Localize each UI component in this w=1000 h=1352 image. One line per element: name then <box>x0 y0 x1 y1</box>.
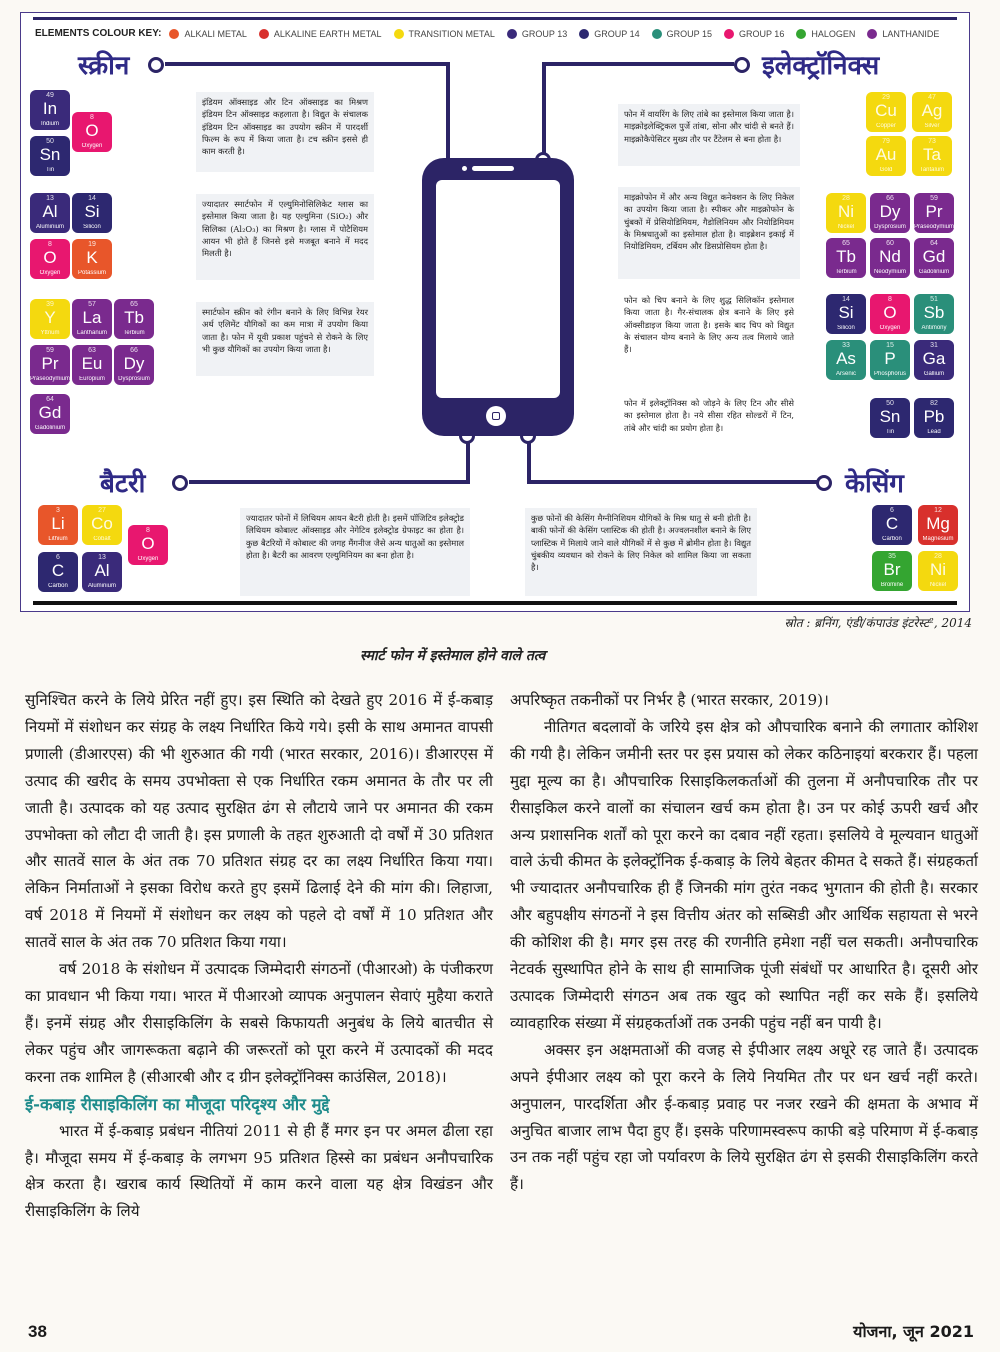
element-name: Lanthanum <box>76 330 108 336</box>
element-name: Terbium <box>835 269 857 275</box>
element-symbol: P <box>884 349 896 368</box>
element-name: Copper <box>876 123 896 129</box>
element-tile-c <box>38 552 78 592</box>
colour-key-label: HALOGEN <box>811 28 856 39</box>
element-symbol: O <box>43 248 57 267</box>
element-symbol: Nd <box>879 247 901 266</box>
colour-key-label: GROUP 16 <box>738 28 785 39</box>
element-tile-gd <box>30 394 70 434</box>
phone-camera-icon <box>462 166 467 171</box>
element-tile-ni <box>918 551 958 591</box>
element-tile-al <box>82 552 122 592</box>
element-symbol: Li <box>51 514 65 533</box>
element-tile-pr <box>30 345 70 385</box>
element-name: Aluminium <box>87 583 116 589</box>
element-tile-gd <box>914 238 954 278</box>
atomic-number: 47 <box>928 94 936 101</box>
element-name: Oxygen <box>81 143 103 149</box>
colour-dot-icon <box>394 29 404 39</box>
element-name: Oxygen <box>137 556 159 562</box>
element-tile-br <box>872 551 912 591</box>
atomic-number: 64 <box>930 240 938 247</box>
element-symbol: Co <box>91 514 113 533</box>
element-tile-eu <box>72 345 112 385</box>
element-symbol: Pb <box>923 407 945 426</box>
battery-text: ज्यादातर फोनों में लिथियम आयन बैटरी होती है। इसमें पॉजिटिव इलेक्ट्रोड लिथियम कोबाल्ट ऑक्साइड और नेगेटिव इलेक्ट्रोड ग्रेफाइट का होता है। कुछ बैटरियों में कोबाल्ट की जगह मैंगनीज जैसे अन्य धातुओं का इस्तेमाल होता है। बैटरी का आवरण एल्युमिनियम का बना होता है। <box>240 508 470 596</box>
colour-key-label: TRANSITION METAL <box>408 28 495 39</box>
atomic-number: 73 <box>928 138 936 145</box>
colour-dot-icon <box>724 29 734 39</box>
element-symbol: Gd <box>922 247 946 266</box>
element-name: Silver <box>924 123 940 129</box>
element-tile-cu <box>866 92 906 132</box>
element-symbol: Pr <box>925 202 943 221</box>
element-name: Gallium <box>923 371 945 377</box>
page-number: 38 <box>28 1322 47 1341</box>
element-symbol: Ni <box>929 560 947 579</box>
element-name: Lithium <box>48 536 68 542</box>
section-heading: ई-कबाड़ रीसाइकिलिंग का मौजूदा परिदृश्य और मुद्दे <box>25 1094 330 1114</box>
element-name: Tantalum <box>919 167 945 173</box>
element-tile-tb <box>114 299 154 339</box>
element-symbol: Dy <box>123 354 145 373</box>
element-symbol: K <box>86 248 98 267</box>
element-symbol: Sn <box>39 145 61 164</box>
element-name: Aluminium <box>35 224 64 230</box>
element-symbol: O <box>883 303 897 322</box>
paragraph: सुनिश्चित करने के लिये प्रेरित नहीं हुए। इस स्थिति को देखते हुए 2016 में ई-कबाड़ नियमों में संशोधन कर संग्रह के लक्ष्य निर्धारित किये गये। इसी के साथ अमानत वापसी प्रणाली (डीआरएस) की भी शुरुआत की गयी (भारत सरकार, 2016)। डीआरएस में उत्पाद की खरीद के समय उपभोक्ता से एक निर्धारित रकम अमानत के तौर पर ली जाती है। उत्पादक को यह उत्पाद सुरक्षित ढंग से लौटाये जाने पर अमानत की रकम उपभोक्ता को लौटा दी जाती है। इस प्रणाली के तहत शुरुआती दो वर्षों में 30 प्रतिशत और सातवें साल के अंत तक 70 प्रतिशत संग्रह दर का लक्ष्य निर्धारित किया गया। लेकिन निर्माताओं ने इसका विरोध करते हुए इसमें ढिलाई देने की मांग की। लिहाजा, वर्ष 2018 में नियमों में संशोधन कर लक्ष्य को पहले दो वर्षों में 10 प्रतिशत और सातवें साल के अंत तक 70 प्रतिशत किया गया। <box>25 691 493 952</box>
colour-key-item <box>796 29 855 39</box>
element-tile-as <box>826 340 866 380</box>
atomic-number: 65 <box>842 240 850 247</box>
atomic-number: 66 <box>886 195 894 202</box>
atomic-number: 59 <box>930 195 938 202</box>
element-tile-sn <box>30 136 70 176</box>
element-name: Praseodymium <box>30 376 70 382</box>
phone-screen <box>436 180 560 398</box>
element-tile-k <box>72 239 112 279</box>
element-name: Antimony <box>921 325 947 331</box>
element-symbol: Eu <box>81 354 103 373</box>
element-name: Praseodymium <box>914 224 954 230</box>
phone-speaker-icon <box>472 166 514 171</box>
element-symbol: O <box>141 534 155 553</box>
colour-dot-icon <box>259 29 269 39</box>
element-name: Dysprosium <box>874 224 906 230</box>
colour-key-item <box>579 29 639 39</box>
atomic-number: 15 <box>886 342 894 349</box>
top-rule <box>33 17 957 20</box>
colour-key-label: GROUP 14 <box>594 28 640 39</box>
phone-home-button-icon <box>486 406 506 426</box>
element-name: Dysprosium <box>118 376 150 382</box>
colour-dot-icon <box>796 29 806 39</box>
element-symbol: Sn <box>879 407 901 426</box>
element-name: Tin <box>45 167 55 173</box>
element-tile-ta <box>912 136 952 176</box>
element-tile-o <box>30 239 70 279</box>
atomic-number: 60 <box>886 240 894 247</box>
element-tile-ga <box>914 340 954 380</box>
element-name: Yttrium <box>40 330 60 336</box>
screen-text-2: ज्यादातर स्मार्टफोन में एल्युमिनोसिलिकेट ग्लास का इस्तेमाल किया जाता है। यह एल्युमिना (SiO₂) और सिलिका (Al₂O₃) का मिश्रण है। ग्लास में पोटैशियम आयन भी होते हैं जिनसे इसे मजबूत बनाने में मदद मिलती है। <box>196 194 374 280</box>
element-tile-o <box>870 294 910 334</box>
element-name: Gadolinium <box>34 425 66 431</box>
electronics-text-1: फोन में वायरिंग के लिए तांबे का इस्तेमाल किया जाता है। माइक्रोइलेक्ट्रिकल पुर्जे तांबा, सोना और चांदी से बनते हैं। माइक्रोकैपेसिटर मुख्य तौर पर टैंटेलम से बना होता है। <box>618 104 800 166</box>
element-symbol: Sb <box>923 303 945 322</box>
element-symbol: Ni <box>837 202 855 221</box>
element-symbol: Au <box>875 145 897 164</box>
atomic-number: 50 <box>886 400 894 407</box>
atomic-number: 28 <box>934 553 942 560</box>
element-name: Terbium <box>123 330 145 336</box>
atomic-number: 3 <box>56 507 60 514</box>
element-tile-al <box>30 193 70 233</box>
element-tile-ag <box>912 92 952 132</box>
element-symbol: Pr <box>41 354 59 373</box>
atomic-number: 14 <box>88 195 96 202</box>
colour-key-item <box>507 29 567 39</box>
element-symbol: C <box>51 561 65 580</box>
atomic-number: 50 <box>46 138 54 145</box>
element-tile-pr <box>914 193 954 233</box>
section-title-electronics: इलेक्ट्रॉनिक्स <box>762 51 880 81</box>
publication-info: योजना, जून 2021 <box>853 1322 974 1341</box>
atomic-number: 19 <box>88 241 96 248</box>
colour-dot-icon <box>169 29 179 39</box>
element-symbol: Al <box>94 561 110 580</box>
element-symbol: Cu <box>875 101 897 120</box>
paragraph: अपरिष्कृत तकनीकों पर निर्भर है (भारत सरकार, 2019)। <box>510 691 829 709</box>
element-name: Oxygen <box>879 325 901 331</box>
electronics-text-4: फोन में इलेक्ट्रॉनिक्स को जोड़ने के लिए टिन और सीसे का इस्तेमाल होता है। नये सीसा रहित सोल्डरों में टिन, तांबे और चांदी का प्रयोग होता है। <box>624 398 794 433</box>
atomic-number: 59 <box>46 347 54 354</box>
element-name: Silicon <box>837 325 855 331</box>
atomic-number: 13 <box>46 195 54 202</box>
colour-key-item <box>259 29 382 39</box>
section-title-screen: स्क्रीन <box>78 51 130 81</box>
bottom-rule <box>33 601 957 605</box>
connector-wire <box>189 480 470 484</box>
element-tile-si <box>72 193 112 233</box>
atomic-number: 13 <box>98 554 106 561</box>
element-tile-in <box>30 90 70 130</box>
atomic-number: 6 <box>890 507 894 514</box>
element-name: Magnesium <box>922 536 954 542</box>
colour-key-label: GROUP 13 <box>521 28 568 39</box>
element-name: Lead <box>927 429 941 435</box>
element-tile-co <box>82 505 122 545</box>
atomic-number: 8 <box>888 296 892 303</box>
element-symbol: O <box>85 121 99 140</box>
element-symbol: Tb <box>124 308 144 327</box>
connector-wire <box>542 62 546 158</box>
element-tile-dy <box>870 193 910 233</box>
figure-caption: स्मार्ट फोन में इस्तेमाल होने वाले तत्व <box>360 648 546 664</box>
section-title-casing: केसिंग <box>845 469 904 499</box>
element-symbol: Si <box>838 303 854 322</box>
atomic-number: 35 <box>888 553 896 560</box>
element-tile-sn <box>870 398 910 438</box>
colour-key-item <box>394 29 495 39</box>
element-symbol: Al <box>42 202 58 221</box>
atomic-number: 14 <box>842 296 850 303</box>
element-tile-au <box>866 136 906 176</box>
element-name: Nickel <box>837 224 855 230</box>
atomic-number: 57 <box>88 301 96 308</box>
colour-key-item <box>169 29 246 39</box>
element-tile-sb <box>914 294 954 334</box>
element-name: Bromine <box>880 582 904 588</box>
atomic-number: 49 <box>46 92 54 99</box>
element-tile-o <box>128 525 168 565</box>
atomic-number: 8 <box>90 114 94 121</box>
element-symbol: Ga <box>922 349 946 368</box>
atomic-number: 12 <box>934 507 942 514</box>
atomic-number: 79 <box>882 138 890 145</box>
colour-dot-icon <box>579 29 589 39</box>
atomic-number: 39 <box>46 301 54 308</box>
casing-text: कुछ फोनों की केसिंग मैग्नीनिशियम यौगिकों के मिश्र धातु से बनी होती है। बाकी फोनों की केसिंग प्लास्टिक की होती है। अज्वलनशील बनाने के लिए प्लास्टिक में मिलाये जाने वाले यौगिकों में से कुछ में ब्रोमीन होता है। विद्युत चुंबकीय व्यवधान को रोकने के लिए निकेल को शामिल किया जा सकता है। <box>525 508 757 596</box>
atomic-number: 8 <box>48 241 52 248</box>
colour-dot-icon <box>867 29 877 39</box>
electronics-text-2: माइक्रोफोन में और अन्य विद्युत कनेक्शन के लिए निकेल का उपयोग किया जाता है। स्पीकर और माइक्रोफोन के चुंबकों में प्रेसियोडिमियम, गैडोलिनियम और नियोडिमियम के मिश्रधातुओं का इस्तेमाल होता है। वाइब्रेशन इकाई में नियोडिमियम, टर्बियम और डिसप्रोसियम होता है। <box>618 187 800 279</box>
connector-node-icon <box>148 57 164 73</box>
element-name: Arsenic <box>835 371 856 377</box>
article-right-column <box>510 687 978 1198</box>
element-tile-mg <box>918 505 958 545</box>
element-name: Phosphorus <box>873 371 907 377</box>
connector-node-icon <box>734 57 750 73</box>
element-symbol: In <box>42 99 58 118</box>
element-name: Nickel <box>929 582 947 588</box>
colour-key-items <box>169 29 951 39</box>
colour-key-item <box>652 29 712 39</box>
atomic-number: 63 <box>88 347 96 354</box>
paragraph: नीतिगत बदलावों के जरिये इस क्षेत्र को औपचारिक बनाने की लगातार कोशिश की गयी है। लेकिन जमीनी स्तर पर इस प्रयास को लेकर कठिनाइयां बरकरार हैं। पहला मुद्दा मूल्य का है। औपचारिक रिसाइकिलकर्ताओं की तुलना में अनौपचारिक तौर पर रीसाइकिल करने वालों का संचालन खर्च कम होता है। उन पर कोई ऊपरी खर्च और अन्य प्रशासनिक शर्तों को पूरा करने का दबाव नहीं रहता। इसलिये वे मूल्यवान धातुओं वाले ऊंची कीमत के इलेक्ट्रॉनिक ई-कबाड़ के लिये बेहतर कीमत दे सकते हैं। संग्रहकर्ता भी ज्यादातर अनौपचारिक ही हैं जिनकी मांग तुरंत नकद भुगतान की होती है। सरकार और बहुपक्षीय संगठनों ने इस वित्तीय अंतर को सब्सिडी और आर्थिक सहायता से भरने की कोशिश की है। मगर इस तरह की रणनीति हमेशा नहीं चल सकती। अनौपचारिक नेटवर्क सुस्थापित होने के साथ ही सामाजिक पूंजी संबंधों पर आधारित है। दूसरी ओर उत्पादक जिम्मेदारी संगठन अब तक खुद को स्थापित नहीं कर सके हैं। इसलिये व्यावहारिक संख्या में संग्रहकर्ताओं तक उनकी पहुंच नहीं बन पायी है। <box>510 717 978 1032</box>
element-name: Oxygen <box>39 270 61 276</box>
element-tile-p <box>870 340 910 380</box>
colour-key-item <box>867 29 939 39</box>
element-name: Potassium <box>77 270 106 276</box>
element-symbol: Ta <box>923 145 941 164</box>
connector-wire <box>165 62 450 66</box>
element-symbol: Br <box>883 560 901 579</box>
atomic-number: 64 <box>46 396 54 403</box>
connector-wire <box>542 62 734 66</box>
atomic-number: 27 <box>98 507 106 514</box>
element-tile-la <box>72 299 112 339</box>
element-tile-si <box>826 294 866 334</box>
colour-key-label: LANTHANIDE <box>882 28 940 39</box>
connector-node-icon <box>816 475 832 491</box>
element-name: Gadolinium <box>918 269 950 275</box>
element-name: Silicon <box>83 224 101 230</box>
article-left-column <box>25 687 493 1225</box>
element-tile-tb <box>826 238 866 278</box>
screen-text-3: स्मार्टफोन स्क्रीन को रंगीन बनाने के लिए विभिन्न रेयर अर्थ एलिमेंट यौगिकों का कम मात्रा में उपयोग किया जाता है। फोन में यूवी प्रकाश पहुंचने से रोकने के लिए भी कुछ यौगिकों का उपयोग किया जाता है। <box>196 302 374 376</box>
element-name: Tin <box>885 429 895 435</box>
connector-node-icon <box>172 475 188 491</box>
colour-key <box>35 28 951 39</box>
atomic-number: 8 <box>146 527 150 534</box>
element-tile-o <box>72 112 112 152</box>
atomic-number: 66 <box>130 347 138 354</box>
element-symbol: Si <box>84 202 100 221</box>
section-title-battery: बैटरी <box>100 469 146 499</box>
colour-dot-icon <box>507 29 517 39</box>
element-symbol: La <box>82 308 102 327</box>
atomic-number: 28 <box>842 195 850 202</box>
smartphone-icon <box>422 158 574 436</box>
paragraph: वर्ष 2018 के संशोधन में उत्पादक जिम्मेदारी संगठनों (पीआरओ) के पंजीकरण का प्रावधान भी किया गया। भारत में पीआरओ व्यापक अनुपालन सेवाएं मुहैया कराते हैं। इनमें संग्रह और रीसाइकिलिंग के सबसे किफायती अनुबंध के लिये बातचीत से लेकर पहुंच और जागरूकता बढ़ाने की जरूरतों को पूरा करने में उत्पादकों की मदद करना तक शामिल है (सीआरबी और द ग्रीन इलेक्ट्रॉनिक्स काउंसिल, 2018)। <box>25 960 493 1086</box>
element-name: Neodymium <box>873 269 906 275</box>
colour-key-label: ALKALINE EARTH METAL <box>273 28 382 39</box>
screen-text-1: इंडियम ऑक्साइड और टिन ऑक्साइड का मिश्रण इंडियम टिन ऑक्साइड कहलाता है। विद्युत के संचालक इंडियम टिन ऑक्साइड का उपयोग स्क्रीन में पारदर्शी फिल्म के रूप में किया जाता है। टच स्क्रीन इससे ही काम करती है। <box>196 92 374 172</box>
element-tile-nd <box>870 238 910 278</box>
element-name: Gold <box>879 167 893 173</box>
element-name: Indium <box>40 121 59 127</box>
colour-dot-icon <box>652 29 662 39</box>
electronics-text-3: फोन को चिप बनाने के लिए शुद्ध सिलिकॉन इस्तेमाल किया जाता है। गैर-संचालक क्षेत्र बनाने के लिए इसे ऑक्सीडाइज किया जाता है। इसके बाद चिप को विद्युत के संचालन योग्य बनाने के लिए अन्य तत्व मिलाये जाते हैं। <box>624 295 794 355</box>
element-tile-dy <box>114 345 154 385</box>
element-tile-li <box>38 505 78 545</box>
element-tile-c <box>872 505 912 545</box>
paragraph: भारत में ई-कबाड़ प्रबंधन नीतियां 2011 से ही हैं मगर इन पर अमल ढीला रहा है। मौजूदा समय में ई-कबाड़ के लगभग 95 प्रतिशत हिस्से का प्रबंधन अनौपचारिक क्षेत्र करता है। खराब कार्य स्थितियों में काम करने वाला यह क्षेत्र विखंडन और रीसाइकिलिंग के लिये <box>25 1121 493 1221</box>
colour-key-label: ALKALI METAL <box>184 28 247 39</box>
element-symbol: Mg <box>926 514 950 533</box>
atomic-number: 33 <box>842 342 850 349</box>
atomic-number: 6 <box>56 554 60 561</box>
atomic-number: 31 <box>930 342 938 349</box>
element-name: Cobalt <box>93 536 111 542</box>
atomic-number: 51 <box>930 296 938 303</box>
element-tile-ni <box>826 193 866 233</box>
element-name: Carbon <box>882 536 902 542</box>
element-symbol: As <box>836 349 856 368</box>
element-tile-y <box>30 299 70 339</box>
atomic-number: 29 <box>882 94 890 101</box>
connector-wire <box>527 480 817 484</box>
colour-key-item <box>724 29 784 39</box>
element-symbol: C <box>885 514 899 533</box>
element-name: Europium <box>79 376 105 382</box>
figure-source: स्रोत : ब्रनिंग, एंडी/कंपाउंड इंटरेस्ट², 2014 <box>784 616 972 630</box>
element-symbol: Tb <box>836 247 856 266</box>
element-symbol: Gd <box>38 403 62 422</box>
element-tile-pb <box>914 398 954 438</box>
atomic-number: 82 <box>930 400 938 407</box>
paragraph: अक्सर इन अक्षमताओं की वजह से ईपीआर लक्ष्य अधूरे रह जाते हैं। उत्पादक अपने ईपीआर लक्ष्य को पूरा करने के लिये नियमित तौर पर धन खर्च नहीं करते। अनुपालन, पारदर्शिता और ई-कबाड़ प्रवाह पर नजर रखने की क्षमता के अभाव में अनुचित बाजार लाभ पैदा हुए हैं। इसके परिणामस्वरूप काफी बड़े परिमाण में ई-कबाड़ उन तक नहीं पहुंच रहा जो पर्यावरण के लिये सुरक्षित ढंग से इसकी रीसाइकिलिंग करते हैं। <box>510 1040 978 1194</box>
atomic-number: 65 <box>130 301 138 308</box>
colour-key-label: GROUP 15 <box>666 28 712 39</box>
element-name: Carbon <box>48 583 68 589</box>
element-symbol: Y <box>44 308 56 327</box>
element-symbol: Ag <box>921 101 943 120</box>
element-symbol: Dy <box>879 202 901 221</box>
colour-key-title: ELEMENTS COLOUR KEY: <box>35 28 162 39</box>
